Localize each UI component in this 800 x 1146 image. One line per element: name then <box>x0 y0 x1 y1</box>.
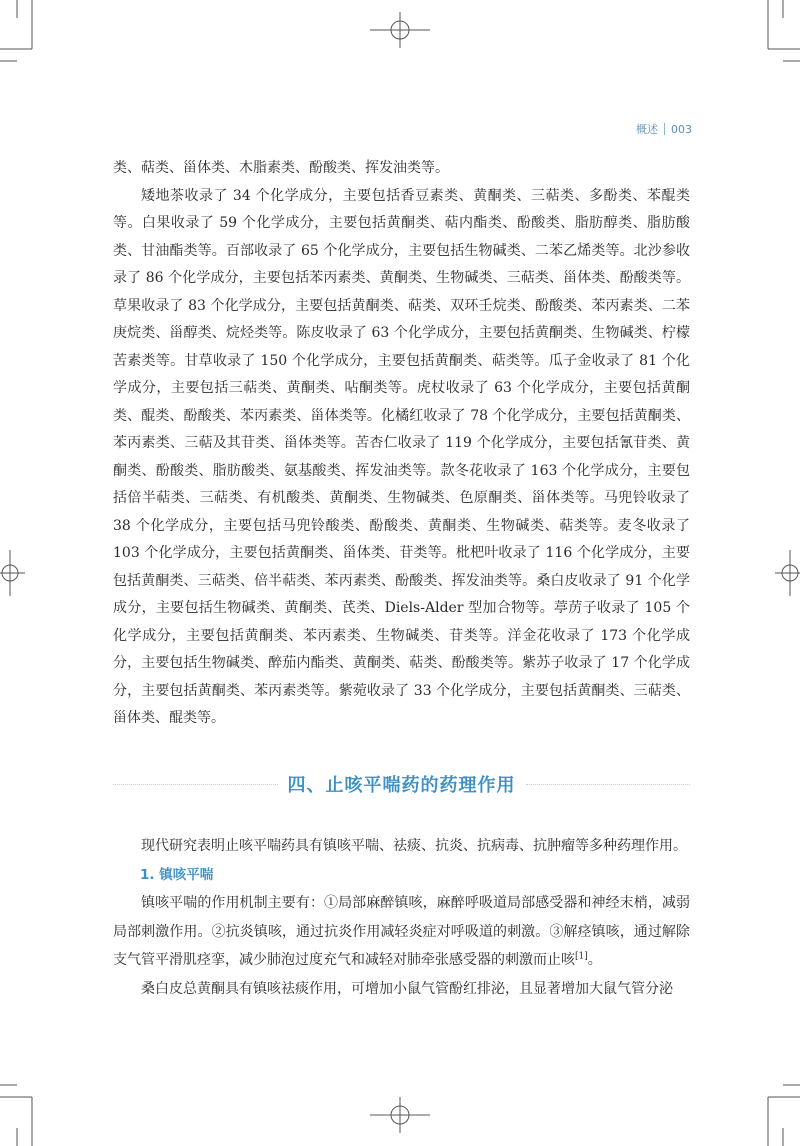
running-header <box>636 121 692 137</box>
last-paragraph: 桑白皮总黄酮具有镇咳祛痰作用，可增加小鼠气管酚红排泌，且显著增加大鼠气管分泌 <box>141 980 673 997</box>
running-header-section: 概述 <box>636 123 658 136</box>
header-divider <box>664 123 665 135</box>
body-text-bottom <box>113 832 690 1003</box>
heading-rule-right <box>526 784 691 785</box>
intro-paragraph: 现代研究表明止咳平喘药具有镇咳平喘、祛痰、抗炎、抗病毒、抗肿瘤等多种药理作用。 <box>141 838 687 854</box>
subsection-title: 1. 镇咳平喘 <box>140 866 214 883</box>
page-number: 003 <box>671 122 692 136</box>
citation: [1] <box>575 951 588 962</box>
heading-rule-left <box>113 784 278 785</box>
body-text-top <box>113 155 690 733</box>
mechanism-text: 镇咳平喘的作用机制主要有：①局部麻醉镇咳，麻醉呼吸道局部感受器和神经末梢，减弱局部刺激作用。②抗炎镇咳，通过抗炎作用减轻炎症对呼吸道的刺激。③解痉镇咳，通过解除支气管平滑肌痉挛，减少肺泡过度充气和减轻对肺牵张感受器的刺激而止咳 <box>113 895 690 968</box>
paragraph-continuation: 类、萜类、甾体类、木脂素类、酚酸类、挥发油类等。 <box>113 160 449 176</box>
section-heading <box>113 770 690 798</box>
section-title: 四、止咳平喘药的药理作用 <box>287 775 516 796</box>
mechanism-paragraph <box>113 889 690 975</box>
mechanism-end: 。 <box>587 952 602 968</box>
paragraph-chemical-components: 矮地茶收录了 34 个化学成分，主要包括香豆素类、黄酮类、三萜类、多酚类、苯醌类等。白果收录了 59 个化学成分，主要包括黄酮类、萜内酯类、酚酸类、脂肪醇类、脂肪酸类、甘油酯类等。百部收录了 65 个化学成分，主要包括生物碱类、二苯乙烯类等。北沙参收录了 86 个化学成分，主要包括苯丙素类、黄酮类、生物碱类、三萜类、甾体类、酚酸类等。草果收录了 83 个化学成分，主要包括黄酮类、萜类、双环壬烷类、酚酸类、苯丙素类、二苯庚烷类、甾醇类、烷烃类等。陈皮收录了 63 个化学成分，主要包括黄酮类、生物碱类、柠檬苦素类等。甘草收录了 150 个化学成分，主要包括黄酮类、萜类等。瓜子金收录了 81 个化学成分，主要包括三萜类、黄酮类、呫酮类等。虎杖收录了 63 个化学成分，主要包括黄酮类、醌类、酚酸类、苯丙素类、甾体类等。化橘红收录了 78 个化学成分，主要包括黄酮类、苯丙素类、三萜及其苷类、甾体类等。苦杏仁收录了 119 个化学成分，主要包括氰苷类、黄酮类、酚酸类、脂肪酸类、氨基酸类、挥发油类等。款冬花收录了 163 个化学成分，主要包括倍半萜类、三萜类、有机酸类、黄酮类、生物碱类、色原酮类、甾体类等。马兜铃收录了 38 个化学成分，主要包括马兜铃酸类、酚酸类、黄酮类、生物碱类、萜类等。麦冬收录了 103 个化学成分，主要包括黄酮类、甾体类、苷类等。枇杷叶收录了 116 个化学成分，主要包括黄酮类、三萜类、倍半萜类、苯丙素类、酚酸类、挥发油类等。桑白皮收录了 91 个化学成分，主要包括生物碱类、黄酮类、芪类、Diels-Alder 型加合物等。葶苈子收录了 105 个化学成分，主要包括黄酮类、苯丙素类、生物碱类、苷类等。洋金花收录了 173 个化学成分，主要包括生物碱类、醉茄内酯类、黄酮类、萜类、酚酸类等。紫苏子收录了 17 个化学成分，主要包括黄酮类、苯丙素类等。紫菀收录了 33 个化学成分，主要包括黄酮类、三萜类、甾体类、醌类等。 <box>113 187 690 726</box>
